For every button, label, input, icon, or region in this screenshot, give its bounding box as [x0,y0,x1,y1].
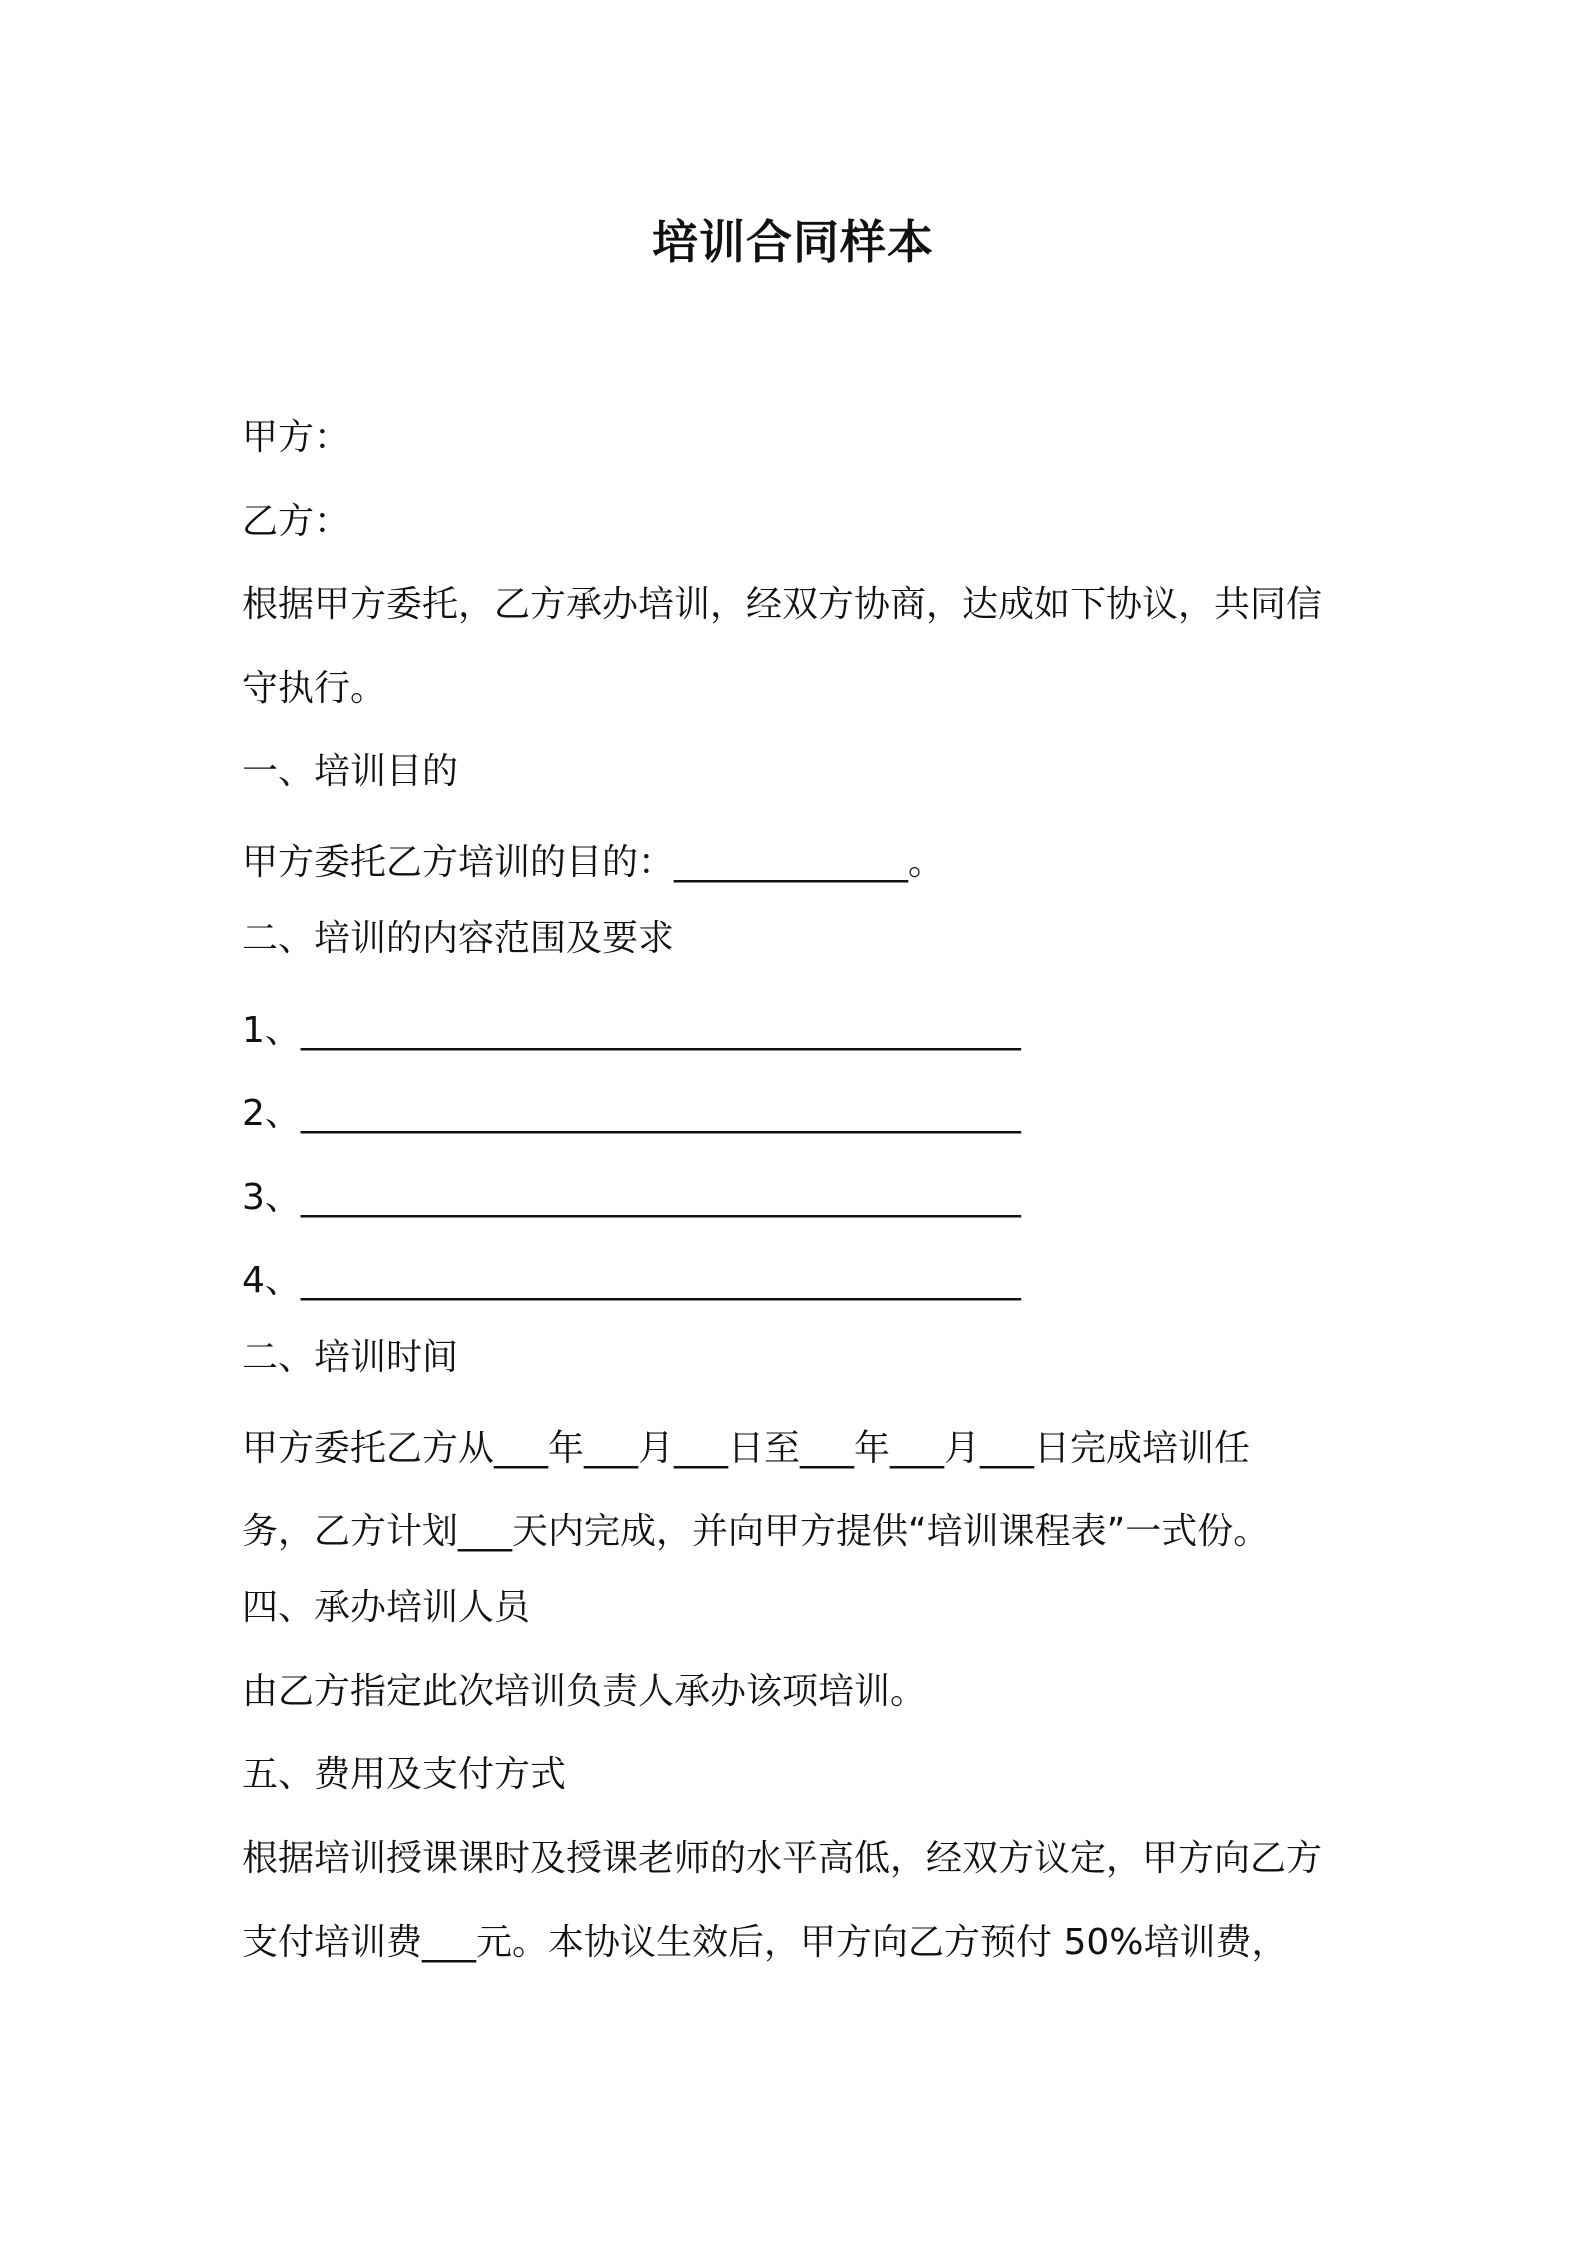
section-heading-purpose: 一、培训目的 [242,751,459,792]
content-item-4: 4、________________________________________ [242,1260,1021,1301]
payment-paragraph-line-1: 根据培训授课课时及授课老师的水平高低，经双方议定，甲方向乙方 [242,1838,1323,1879]
intro-paragraph-line-2: 守执行。 [242,668,387,709]
section-heading-time: 二、培训时间 [242,1337,459,1378]
content-item-3: 3、________________________________________ [242,1177,1021,1218]
section-heading-personnel: 四、承办培训人员 [242,1587,531,1628]
content-item-1: 1、________________________________________ [242,1010,1021,1051]
section-heading-content: 二、培训的内容范围及要求 [242,918,675,959]
intro-paragraph-line-1: 根据甲方委托，乙方承办培训，经双方协商，达成如下协议，共同信 [242,584,1323,625]
purpose-line: 甲方委托乙方培训的目的：_____________。 [242,842,945,883]
section-heading-payment: 五、费用及支付方式 [242,1754,567,1795]
document-title: 培训合同样本 [652,215,934,269]
party-a-line: 甲方： [242,417,351,458]
party-b-line: 乙方： [242,501,351,542]
personnel-line: 由乙方指定此次培训负责人承办该项培训。 [242,1671,927,1712]
time-paragraph-line-1: 甲方委托乙方从___年___月___日至___年___月___日完成培训任 [242,1428,1251,1469]
content-item-2: 2、________________________________________ [242,1093,1021,1134]
time-paragraph-line-2: 务，乙方计划___天内完成，并向甲方提供“培训课程表”一式份。 [242,1511,1270,1552]
payment-paragraph-line-2: 支付培训费___元。本协议生效后，甲方向乙方预付 50%培训费， [242,1922,1288,1963]
